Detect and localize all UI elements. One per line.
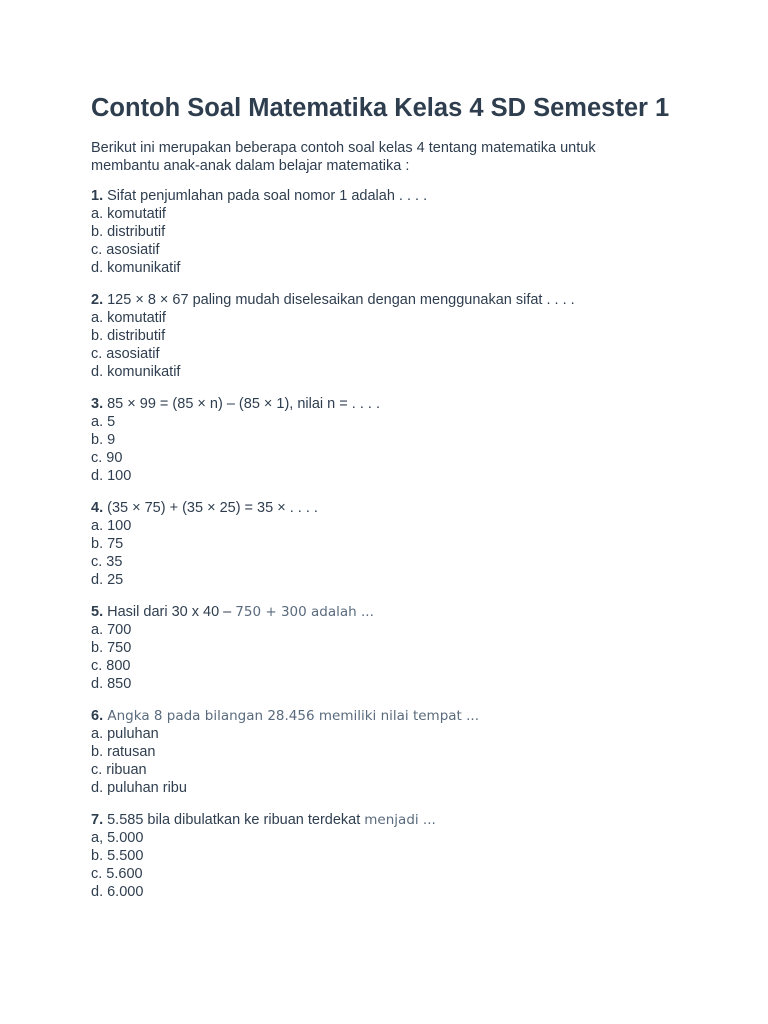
answer-option: b. ratusan bbox=[91, 744, 156, 760]
page-title: Contoh Soal Matematika Kelas 4 SD Semester 1 bbox=[91, 94, 670, 122]
answer-option: d. 25 bbox=[91, 572, 124, 588]
question-7 bbox=[91, 811, 708, 901]
intro-paragraph bbox=[91, 139, 708, 175]
question-stem-continued: Angka 8 pada bilangan 28.456 memiliki nilai tempat ... bbox=[103, 708, 480, 724]
answer-option: c. 35 bbox=[91, 554, 123, 570]
question-6 bbox=[91, 707, 708, 797]
question-number: 3. bbox=[91, 396, 104, 412]
answer-option: d. komunikatif bbox=[91, 260, 181, 276]
answer-option: c. ribuan bbox=[91, 762, 147, 778]
answer-option: b. 5.500 bbox=[91, 848, 144, 864]
question-number: 4. bbox=[91, 500, 104, 516]
question-1 bbox=[91, 187, 708, 277]
question-number: 2. bbox=[91, 292, 104, 308]
question-number: 5. bbox=[91, 604, 104, 620]
question-list bbox=[91, 187, 708, 901]
answer-option: b. 9 bbox=[91, 432, 116, 448]
intro-line-1: Berikut ini merupakan beberapa contoh soal kelas 4 tentang matematika untuk bbox=[91, 140, 596, 156]
answer-option: a. puluhan bbox=[91, 726, 159, 742]
answer-option: b. distributif bbox=[91, 224, 166, 240]
question-3 bbox=[91, 395, 708, 485]
question-2 bbox=[91, 291, 708, 381]
question-4 bbox=[91, 499, 708, 589]
question-stem: (35 × 75) + (35 × 25) = 35 × . . . . bbox=[103, 500, 318, 516]
answer-option: c. asosiatif bbox=[91, 346, 160, 362]
question-text bbox=[91, 707, 708, 725]
question-stem-continued: 750 + 300 adalah ... bbox=[235, 604, 374, 620]
answer-option: d. 6.000 bbox=[91, 884, 144, 900]
answer-option: b. distributif bbox=[91, 328, 166, 344]
question-text bbox=[91, 499, 708, 517]
answer-option: c. 5.600 bbox=[91, 866, 143, 882]
answer-option: c. 90 bbox=[91, 450, 123, 466]
question-text bbox=[91, 291, 708, 309]
answer-option: a. komutatif bbox=[91, 310, 166, 326]
question-stem: Hasil dari 30 x 40 – bbox=[103, 604, 236, 620]
answer-option: a. 700 bbox=[91, 622, 132, 638]
question-number: 1. bbox=[91, 188, 104, 204]
question-5 bbox=[91, 603, 708, 693]
answer-option: c. 800 bbox=[91, 658, 131, 674]
question-number: 7. bbox=[91, 812, 104, 828]
question-stem: 125 × 8 × 67 paling mudah diselesaikan dengan menggunakan sifat . . . . bbox=[103, 292, 575, 308]
question-stem: 5.585 bila dibulatkan ke ribuan terdekat bbox=[103, 812, 365, 828]
question-text bbox=[91, 395, 708, 413]
question-text bbox=[91, 603, 708, 621]
answer-option: a. 5 bbox=[91, 414, 116, 430]
intro-line-2: membantu anak-anak dalam belajar matematika : bbox=[91, 158, 410, 174]
question-number: 6. bbox=[91, 708, 104, 724]
answer-option: d. komunikatif bbox=[91, 364, 181, 380]
answer-option: a, 5.000 bbox=[91, 830, 144, 846]
answer-option: b. 75 bbox=[91, 536, 124, 552]
question-stem: 85 × 99 = (85 × n) – (85 × 1), nilai n = . . . . bbox=[103, 396, 380, 412]
answer-option: a. komutatif bbox=[91, 206, 166, 222]
answer-option: a. 100 bbox=[91, 518, 132, 534]
answer-option: c. asosiatif bbox=[91, 242, 160, 258]
answer-option: d. 850 bbox=[91, 676, 132, 692]
question-text bbox=[91, 187, 708, 205]
question-stem-continued: menjadi ... bbox=[364, 812, 436, 828]
answer-option: d. 100 bbox=[91, 468, 132, 484]
answer-option: b. 750 bbox=[91, 640, 132, 656]
answer-option: d. puluhan ribu bbox=[91, 780, 187, 796]
question-text bbox=[91, 811, 708, 829]
question-stem: Sifat penjumlahan pada soal nomor 1 adalah . . . . bbox=[103, 188, 428, 204]
